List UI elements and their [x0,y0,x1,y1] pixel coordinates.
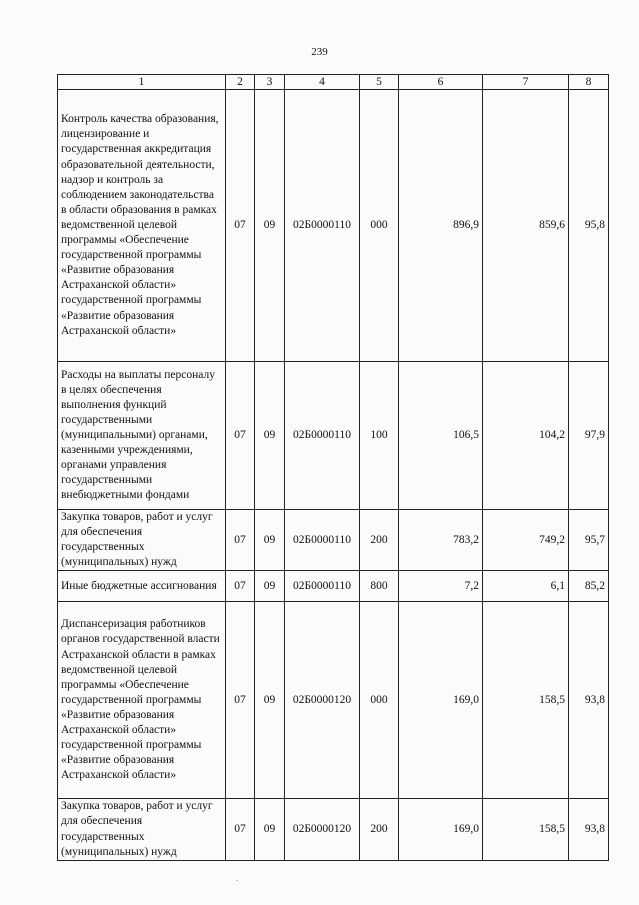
row-name-cell: Иные бюджетные ассигнования [58,571,226,602]
planned-amount-cell: 896,9 [399,90,483,362]
header-cell: 2 [226,75,255,90]
section-cell: 07 [226,799,255,860]
header-cell: 6 [399,75,483,90]
planned-amount-cell: 106,5 [399,362,483,510]
subsection-cell: 09 [255,571,285,602]
row-name-cell: Закупка товаров, работ и услуг для обеспечения государственных (муниципальных) нужд [58,799,226,860]
budget-table [57,74,609,861]
percent-cell: 97,9 [569,362,609,510]
header-cell: 3 [255,75,285,90]
executed-amount-cell: 158,5 [483,799,569,860]
subsection-cell: 09 [255,362,285,510]
page-number: 239 [311,46,328,58]
planned-amount-cell: 783,2 [399,510,483,571]
expense-type-cell: 100 [360,362,399,510]
target-article-cell: 02Б0000120 [285,799,360,860]
section-cell: 07 [226,571,255,602]
expense-type-cell: 000 [360,90,399,362]
section-cell: 07 [226,602,255,799]
expense-type-cell: 800 [360,571,399,602]
header-cell: 1 [58,75,226,90]
row-name-cell: Расходы на выплаты персоналу в целях обеспечения выполнения функций государственными (муниципальными) органами, казенными учреждениями, органами управления государственными внебюджетными фондами [58,362,226,510]
target-article-cell: 02Б0000110 [285,571,360,602]
subsection-cell: 09 [255,602,285,799]
header-cell: 7 [483,75,569,90]
executed-amount-cell: 749,2 [483,510,569,571]
executed-amount-cell: 158,5 [483,602,569,799]
expense-type-cell: 000 [360,602,399,799]
planned-amount-cell: 169,0 [399,799,483,860]
subsection-cell: 09 [255,90,285,362]
planned-amount-cell: 7,2 [399,571,483,602]
table-row [58,362,609,510]
header-cell: 4 [285,75,360,90]
table-row [58,602,609,799]
section-cell: 07 [226,362,255,510]
header-cell: 5 [360,75,399,90]
subsection-cell: 09 [255,510,285,571]
planned-amount-cell: 169,0 [399,602,483,799]
target-article-cell: 02Б0000120 [285,602,360,799]
row-name-cell: Закупка товаров, работ и услуг для обеспечения государственных (муниципальных) нужд [58,510,226,571]
expense-type-cell: 200 [360,799,399,860]
table-row [58,571,609,602]
target-article-cell: 02Б0000110 [285,362,360,510]
subsection-cell: 09 [255,799,285,860]
percent-cell: 95,8 [569,90,609,362]
table-row [58,510,609,571]
executed-amount-cell: 859,6 [483,90,569,362]
table-row [58,90,609,362]
percent-cell: 93,8 [569,602,609,799]
percent-cell: 95,7 [569,510,609,571]
percent-cell: 85,2 [569,571,609,602]
scan-speck [236,880,238,881]
section-cell: 07 [226,510,255,571]
executed-amount-cell: 6,1 [483,571,569,602]
target-article-cell: 02Б0000110 [285,90,360,362]
executed-amount-cell: 104,2 [483,362,569,510]
header-cell: 8 [569,75,609,90]
header-row [58,75,609,90]
target-article-cell: 02Б0000110 [285,510,360,571]
row-name-cell: Диспансеризация работников органов государственной власти Астраханской области в рамках ведомственной целевой программы «Обеспечение государственной программы «Развитие образования Астраханской области» государственной программы «Развитие образования Астраханской области» [58,602,226,799]
section-cell: 07 [226,90,255,362]
row-name-cell: Контроль качества образования, лицензирование и государственная аккредитация образовательной деятельности, надзор и контроль за соблюдением законодательства в области образования в рамках ведомственной целевой программы «Обеспечение государственной программы «Развитие образования Астраханской области» государственной программы «Развитие образования Астраханской области» [58,90,226,362]
table-row [58,799,609,860]
percent-cell: 93,8 [569,799,609,860]
expense-type-cell: 200 [360,510,399,571]
